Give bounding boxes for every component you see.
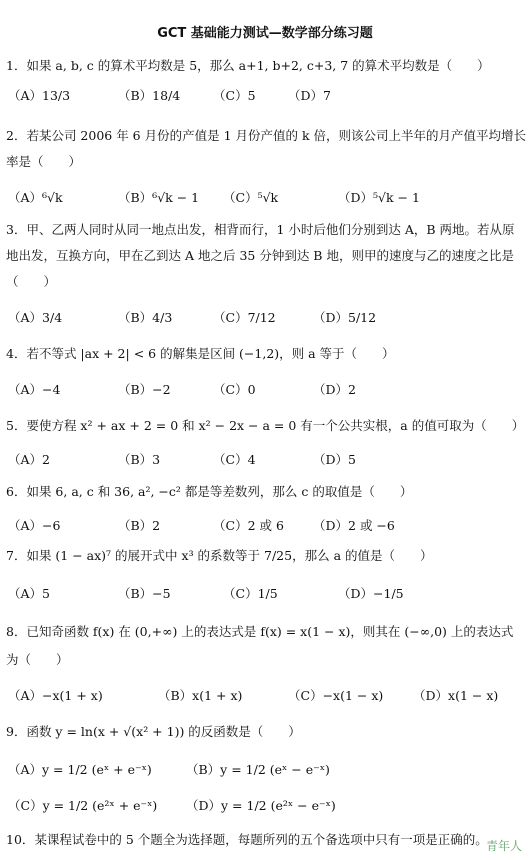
- question-2-stem-line1: 2．若某公司 2006 年 6 月份的产值是 1 月份产值的 k 倍，则该公司上半年的月产值平均增长: [6, 128, 527, 143]
- q1-option-c[interactable]: （C）5: [213, 88, 256, 103]
- q4-option-d[interactable]: （D）2: [313, 382, 356, 397]
- q4-option-b[interactable]: （B）−2: [118, 382, 171, 397]
- question-8-stem-line2: 为（ ）: [6, 652, 69, 667]
- q3-option-c[interactable]: （C）7/12: [213, 310, 276, 325]
- q7-option-a[interactable]: （A）5: [8, 586, 50, 601]
- q9-option-d[interactable]: （D）y = 1/2 (e²ˣ − e⁻ˣ): [186, 798, 336, 813]
- question-6-stem: 6．如果 6, a, c 和 36, a², −c² 都是等差数列，那么 c 的取值是（ ）: [6, 484, 413, 499]
- q2-option-a[interactable]: （A）⁶√k: [8, 190, 63, 205]
- q9-option-c[interactable]: （C）y = 1/2 (e²ˣ + e⁻ˣ): [8, 798, 158, 813]
- question-3-stem-line2: 地出发，互换方向，甲在乙到达 A 地之后 35 分钟到达 B 地，则甲的速度与乙的速度之比是: [6, 248, 514, 263]
- question-10-stem: 10．某课程试卷中的 5 个题全为选择题，每题所列的五个备选项中只有一项是正确的。: [6, 832, 488, 847]
- q1-option-d[interactable]: （D）7: [288, 88, 331, 103]
- q5-option-d[interactable]: （D）5: [313, 452, 356, 467]
- q1-option-b[interactable]: （B）18/4: [118, 88, 181, 103]
- q8-option-c[interactable]: （C）−x(1 − x): [288, 688, 384, 703]
- question-3-stem-line1: 3．甲、乙两人同时从同一地点出发，相背而行，1 小时后他们分别到达 A，B 两地。若从原: [6, 222, 515, 237]
- q3-option-a[interactable]: （A）3/4: [8, 310, 63, 325]
- q3-option-d[interactable]: （D）5/12: [313, 310, 377, 325]
- question-4-stem: 4．若不等式 |ax + 2| < 6 的解集是区间 (−1,2)，则 a 等于（ ）: [6, 346, 395, 361]
- question-3-stem-line3: （ ）: [6, 274, 57, 289]
- q7-option-c[interactable]: （C）1/5: [223, 586, 278, 601]
- q9-option-b[interactable]: （B）y = 1/2 (eˣ − e⁻ˣ): [186, 762, 330, 777]
- document-title: GCT 基础能力测试—数学部分练习题: [157, 26, 373, 41]
- site-watermark: 青年人: [485, 839, 522, 853]
- q7-option-d[interactable]: （D）−1/5: [338, 586, 404, 601]
- q6-option-d[interactable]: （D）2 或 −6: [313, 518, 395, 533]
- q6-option-c[interactable]: （C）2 或 6: [213, 518, 284, 533]
- q9-option-a[interactable]: （A）y = 1/2 (eˣ + e⁻ˣ): [8, 762, 152, 777]
- q2-option-b[interactable]: （B）⁶√k − 1: [118, 190, 200, 205]
- q4-option-c[interactable]: （C）0: [213, 382, 256, 397]
- q8-option-d[interactable]: （D）x(1 − x): [413, 688, 499, 703]
- q7-option-b[interactable]: （B）−5: [118, 586, 171, 601]
- q8-option-b[interactable]: （B）x(1 + x): [158, 688, 243, 703]
- q5-option-b[interactable]: （B）3: [118, 452, 161, 467]
- question-8-stem-line1: 8．已知奇函数 f(x) 在 (0,+∞) 上的表达式是 f(x) = x(1 − x)，则其在 (−∞,0) 上的表达式: [6, 624, 514, 639]
- question-7-stem: 7．如果 (1 − ax)⁷ 的展开式中 x³ 的系数等于 7/25，那么 a 的值是（ ）: [6, 548, 433, 563]
- q5-option-c[interactable]: （C）4: [213, 452, 256, 467]
- q2-option-d[interactable]: （D）⁵√k − 1: [338, 190, 420, 205]
- q8-option-a[interactable]: （A）−x(1 + x): [8, 688, 103, 703]
- question-5-stem: 5．要使方程 x² + ax + 2 = 0 和 x² − 2x − a = 0 有一个公共实根，a 的值可取为（ ）: [6, 418, 525, 433]
- q6-option-a[interactable]: （A）−6: [8, 518, 61, 533]
- question-9-stem: 9．函数 y = ln(x + √(x² + 1)) 的反函数是（ ）: [6, 724, 301, 739]
- q3-option-b[interactable]: （B）4/3: [118, 310, 173, 325]
- q5-option-a[interactable]: （A）2: [8, 452, 50, 467]
- question-2-stem-line2: 率是（ ）: [6, 154, 82, 169]
- q6-option-b[interactable]: （B）2: [118, 518, 161, 533]
- q2-option-c[interactable]: （C）⁵√k: [223, 190, 279, 205]
- q1-option-a[interactable]: （A）13/3: [8, 88, 71, 103]
- question-1-stem: 1．如果 a, b, c 的算术平均数是 5，那么 a+1, b+2, c+3, 7 的算术平均数是（ ）: [6, 58, 490, 73]
- q4-option-a[interactable]: （A）−4: [8, 382, 61, 397]
